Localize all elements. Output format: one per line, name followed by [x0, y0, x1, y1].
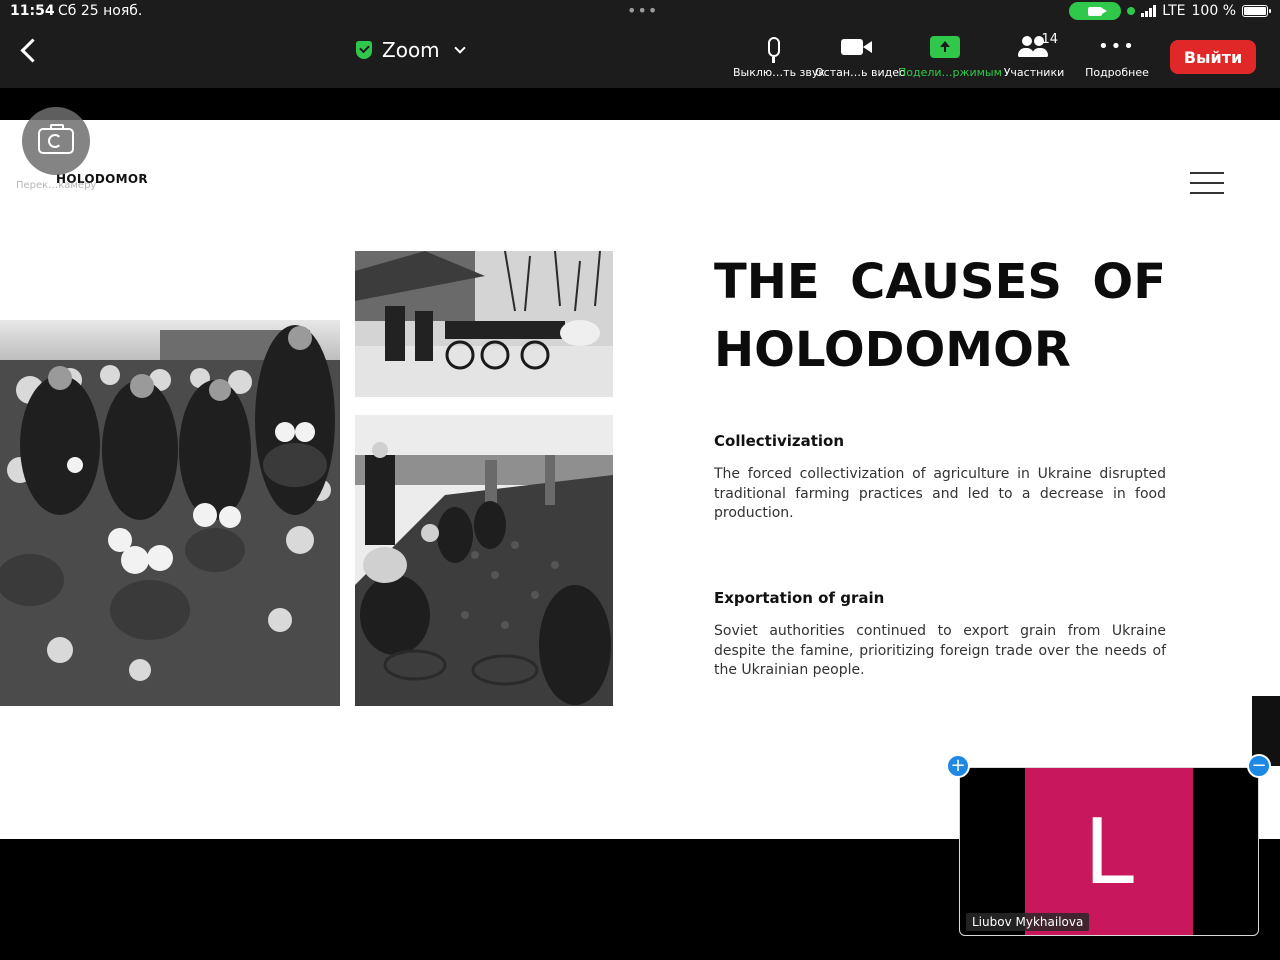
participant-avatar: L — [1025, 768, 1193, 936]
privacy-dot-icon — [1127, 7, 1135, 15]
network-type: LTE — [1162, 3, 1186, 19]
stop-video-label: Остан…ь видео — [815, 66, 906, 79]
hamburger-menu-icon — [1190, 172, 1224, 194]
switch-camera-icon — [38, 128, 74, 154]
battery-percent: 100 % — [1191, 3, 1236, 19]
switch-camera-button[interactable] — [22, 107, 90, 175]
more-dots-icon: ••• — [1098, 36, 1136, 57]
shared-screen — [0, 120, 1280, 839]
section-title-grain-export: Exportation of grain — [714, 589, 885, 607]
mute-label: Выклю…ть звук — [733, 66, 826, 79]
back-button[interactable] — [16, 36, 46, 66]
battery-icon — [1242, 5, 1268, 17]
site-logo-text: HOLODOMOR — [56, 172, 148, 186]
more-button[interactable] — [1078, 32, 1156, 79]
section-title-collectivization: Collectivization — [714, 432, 845, 450]
status-date: Сб 25 нояб. — [58, 3, 143, 19]
heading-line-2: HOLODOMOR — [714, 322, 1071, 378]
share-screen-icon — [930, 36, 960, 58]
leave-meeting-button[interactable]: Выйти — [1170, 40, 1256, 74]
stop-video-button[interactable] — [815, 32, 906, 79]
slide-heading — [714, 248, 1166, 384]
camera-in-use-icon — [1069, 2, 1121, 20]
status-bar — [0, 0, 1280, 24]
historical-photo-cabbage-harvest — [0, 320, 340, 706]
share-content-button[interactable] — [898, 32, 1002, 79]
section-body-grain-export: Soviet authorities continued to export grain from Ukraine despite the famine, prioritizing foreign trade over the needs of the Ukrainian people. — [714, 623, 1166, 678]
expand-video-plus-icon[interactable]: + — [946, 754, 970, 778]
status-indicators — [1069, 2, 1268, 20]
mute-button[interactable] — [733, 32, 826, 79]
more-label: Подробнее — [1085, 66, 1149, 79]
meeting-title-button[interactable] — [356, 38, 464, 62]
video-camera-icon — [841, 39, 863, 55]
encryption-shield-icon — [356, 41, 372, 59]
participants-icon — [1018, 32, 1058, 58]
historical-photo-potato-sorting — [355, 415, 613, 706]
status-time: 11:54 — [10, 3, 55, 19]
chevron-down-icon — [454, 42, 465, 53]
historical-photo-horse-carts — [355, 251, 613, 397]
microphone-icon — [768, 37, 780, 57]
heading-line-1: THE CAUSES OF — [714, 254, 1166, 310]
signal-icon — [1141, 5, 1156, 17]
multitask-dots-icon[interactable]: ••• — [627, 1, 659, 20]
switch-camera-label: Перек…камеру — [16, 180, 97, 191]
meeting-title: Zoom — [382, 38, 440, 62]
participants-button[interactable] — [998, 32, 1070, 79]
section-body-collectivization: The forced collectivization of agriculture in Ukraine disrupted traditional farming practices and led to a decrease in food production. — [714, 466, 1166, 521]
share-label: Подели…ржимым — [898, 66, 1002, 79]
participants-label: Участники — [1003, 66, 1065, 79]
meeting-toolbar — [0, 24, 1280, 88]
participants-count: 14 — [1041, 32, 1058, 47]
participant-name: Liubov Mykhailova — [966, 913, 1089, 931]
minimize-video-minus-icon[interactable]: − — [1247, 754, 1271, 778]
participant-video-tile[interactable] — [959, 767, 1259, 936]
